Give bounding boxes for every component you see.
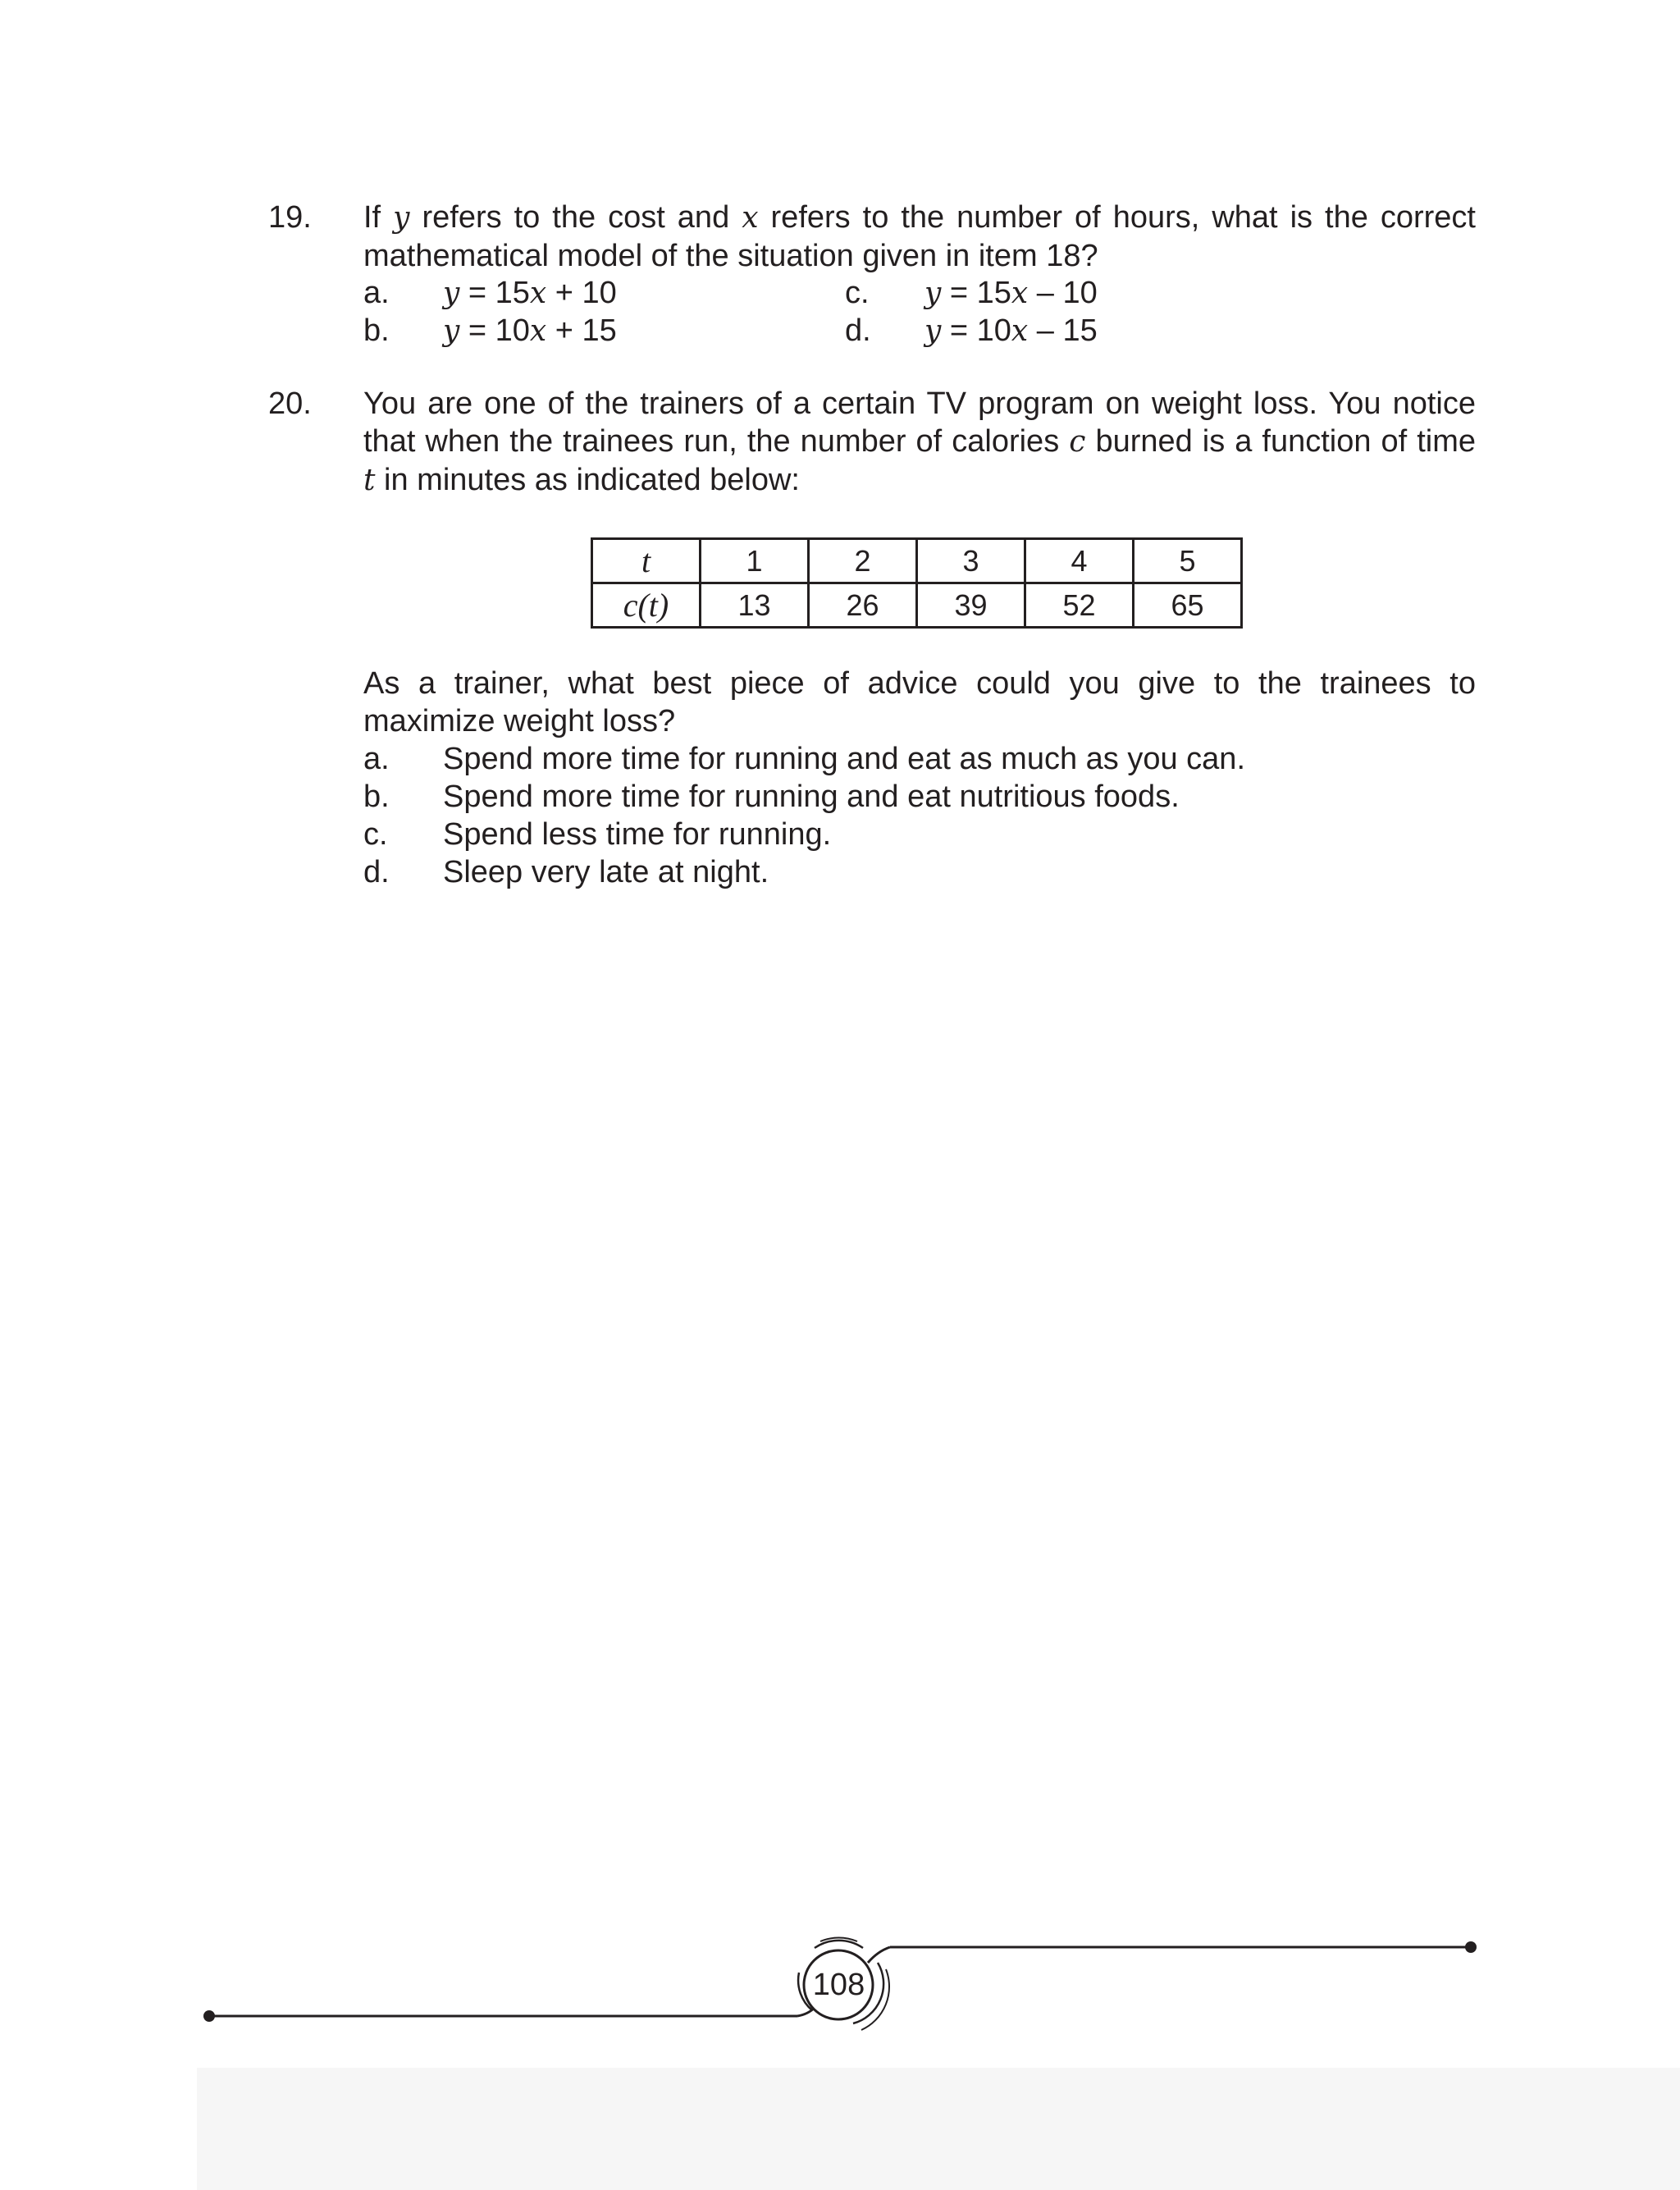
footer-dot-right [1465,1941,1477,1953]
table-cell: 1 [701,539,809,583]
option-text: Spend more time for running and eat nutritious foods. [443,780,1180,814]
option-letter: a. [363,276,390,310]
table-cell: 52 [1025,583,1134,628]
table-cell: 5 [1134,539,1242,583]
table-cell: 65 [1134,583,1242,628]
option-letter: b. [363,313,390,348]
variable-t: t [363,464,376,497]
variable-c: c [1069,425,1086,459]
option-text: Spend more time for running and eat as much as you can. [443,742,1245,776]
stem-text: burned is a function of time [1095,424,1477,459]
option-letter: d. [363,855,390,889]
option-equation: y = 15x – 10 [924,276,1098,310]
table-cell: 39 [917,583,1025,628]
stem-text: You are one of the trainers of a certain TV program on weight loss. You notice that when the trainees run, the number of calories [363,386,1476,459]
stem-text: refers to the cost and [422,200,730,235]
table-cell: 2 [809,539,917,583]
table-cell: 4 [1025,539,1134,583]
option-text: Sleep very late at night. [443,855,769,889]
table-row-header: t [592,539,701,583]
option-equation: y = 10x – 15 [924,313,1098,348]
option-letter: a. [363,742,390,776]
stem-text: If [363,200,381,235]
question-20-number: 20. [268,386,312,421]
table-cell: 26 [809,583,917,628]
question-19-number: 19. [268,200,312,235]
variable-y: y [393,201,410,235]
variable-x: x [742,201,759,235]
page-number: 108 [812,1968,865,2002]
footer-connector-right [868,1947,890,1963]
option-text: Spend less time for running. [443,817,832,852]
option-equation: y = 10x + 15 [443,313,617,348]
option-letter: c. [363,817,388,852]
stem-text: refers to the number of hours, what is the correct mathematical model of the situation given in item 18? [363,200,1476,273]
option-letter: d. [845,313,871,348]
option-letter: c. [845,276,870,310]
table-row-header: c(t) [592,583,701,628]
table-cell: 3 [917,539,1025,583]
option-letter: b. [363,780,390,814]
footer-dot-left [203,2010,215,2022]
question-20-prompt: As a trainer, what best piece of advice could you give to the trainees to maximize weight loss? [363,666,1476,738]
table-cell: 13 [701,583,809,628]
stem-text: in minutes as indicated below: [384,463,800,497]
option-equation: y = 15x + 10 [443,276,617,310]
